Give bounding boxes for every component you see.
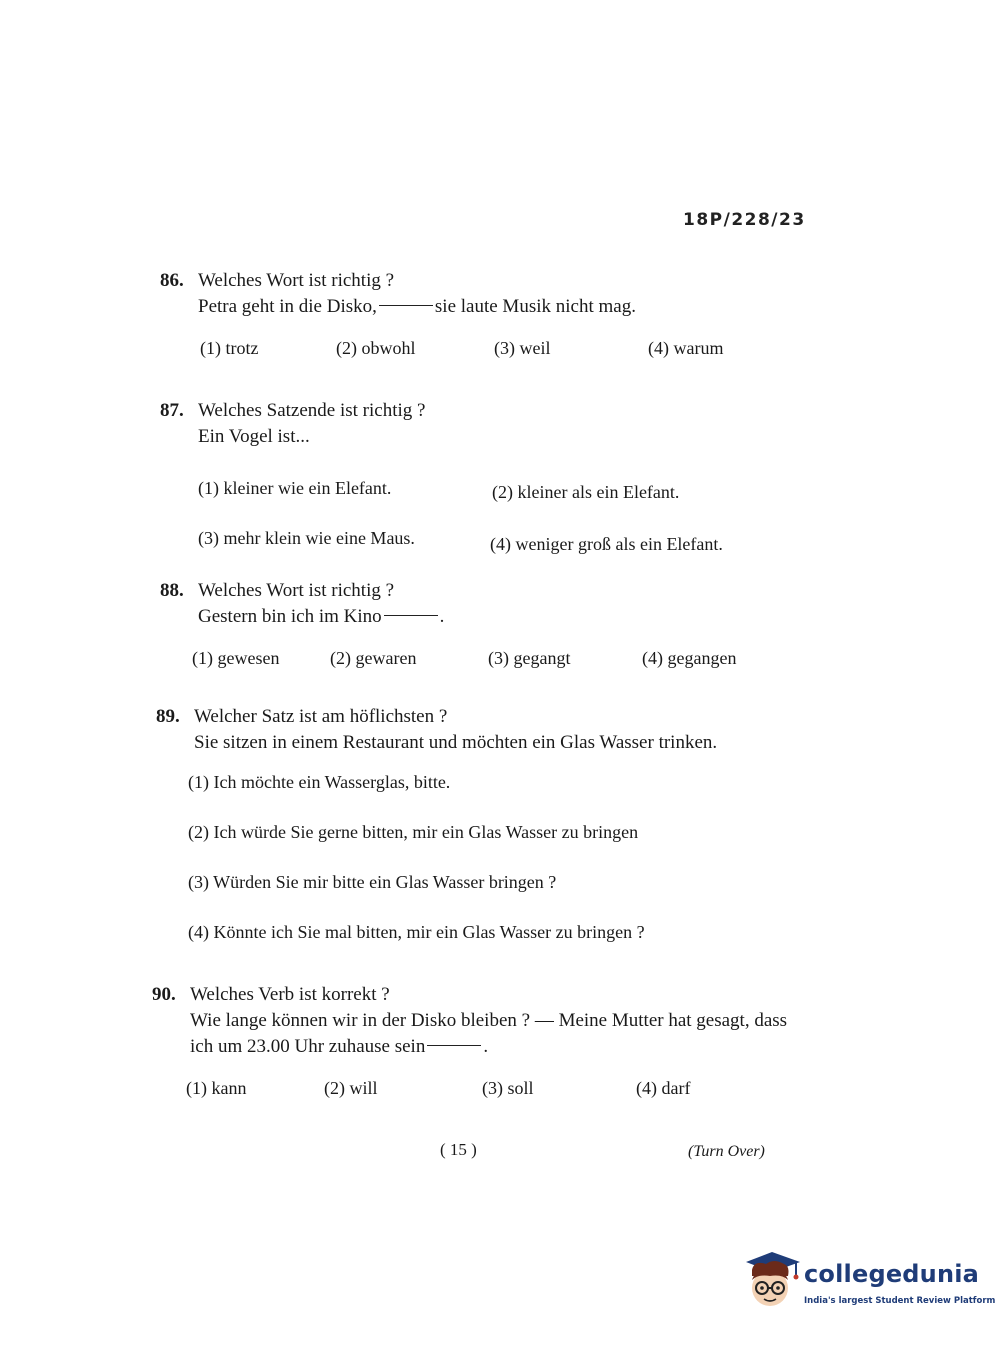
question-90 — [152, 982, 792, 1106]
option-2[interactable]: (2) kleiner als ein Elefant. — [492, 482, 680, 502]
question-prompt: Welcher Satz ist am höflichsten ? — [194, 706, 448, 727]
brand-name: collegedunia — [804, 1260, 980, 1288]
options — [160, 468, 800, 554]
question-sentence-line-2: ich um 23.00 Uhr zuhause sein . — [190, 1036, 489, 1057]
question-number: 87. — [160, 400, 184, 421]
question-sentence: Sie sitzen in einem Restaurant und möchten ein Glas Wasser trinken. — [194, 732, 718, 753]
option-3[interactable]: (3) mehr klein wie eine Maus. — [198, 528, 415, 548]
question-86 — [160, 268, 800, 366]
question-sentence: Ein Vogel ist... — [198, 426, 310, 447]
options — [152, 1078, 792, 1106]
collegedunia-watermark — [742, 1250, 996, 1320]
option-2[interactable]: (2) Ich würde Sie gerne bitten, mir ein Glas Wasser zu bringen — [188, 822, 639, 842]
question-number: 86. — [160, 270, 184, 291]
question-sentence-line-1: Wie lange können wir in der Disko bleiben ? — Meine Mutter hat gesagt, dass — [190, 1010, 788, 1031]
option-4[interactable]: (4) darf — [636, 1078, 691, 1098]
option-4[interactable]: (4) gegangen — [642, 648, 737, 668]
option-1[interactable]: (1) kleiner wie ein Elefant. — [198, 478, 392, 498]
page-number: ( 15 ) — [440, 1140, 477, 1159]
paper-code: 18P/228/23 — [683, 210, 806, 230]
option-4[interactable]: (4) weniger groß als ein Elefant. — [490, 534, 723, 554]
turn-over-label: (Turn Over) — [688, 1143, 765, 1160]
options — [160, 338, 800, 366]
option-2[interactable]: (2) gewaren — [330, 648, 417, 668]
question-sentence: Petra geht in die Disko, sie laute Musik nicht mag. — [198, 296, 636, 317]
option-2[interactable]: (2) will — [324, 1078, 378, 1098]
option-1[interactable]: (1) Ich möchte ein Wasserglas, bitte. — [188, 772, 451, 792]
question-number: 90. — [152, 984, 176, 1005]
option-2[interactable]: (2) obwohl — [336, 338, 416, 358]
options — [156, 772, 796, 972]
question-88 — [160, 578, 800, 676]
option-3[interactable]: (3) weil — [494, 338, 551, 358]
question-prompt: Welches Wort ist richtig ? — [198, 580, 395, 601]
options — [160, 648, 800, 676]
answer-blank — [427, 1045, 481, 1046]
option-1[interactable]: (1) trotz — [200, 338, 259, 358]
question-87 — [160, 398, 800, 554]
option-3[interactable]: (3) soll — [482, 1078, 534, 1098]
option-4[interactable]: (4) Könnte ich Sie mal bitten, mir ein Glas Wasser zu bringen ? — [188, 922, 645, 942]
question-prompt: Welches Verb ist korrekt ? — [190, 984, 390, 1005]
student-mascot-icon — [742, 1250, 802, 1310]
option-1[interactable]: (1) gewesen — [192, 648, 280, 668]
question-prompt: Welches Satzende ist richtig ? — [198, 400, 426, 421]
answer-blank — [379, 305, 433, 306]
brand-tagline: India's largest Student Review Platform — [804, 1296, 996, 1306]
option-4[interactable]: (4) warum — [648, 338, 724, 358]
question-number: 88. — [160, 580, 184, 601]
question-89 — [156, 704, 796, 972]
option-1[interactable]: (1) kann — [186, 1078, 247, 1098]
question-number: 89. — [156, 706, 180, 727]
answer-blank — [384, 615, 438, 616]
question-sentence: Gestern bin ich im Kino . — [198, 606, 445, 627]
question-prompt: Welches Wort ist richtig ? — [198, 270, 395, 291]
option-3[interactable]: (3) Würden Sie mir bitte ein Glas Wasser bringen ? — [188, 872, 557, 892]
option-3[interactable]: (3) gegangt — [488, 648, 571, 668]
